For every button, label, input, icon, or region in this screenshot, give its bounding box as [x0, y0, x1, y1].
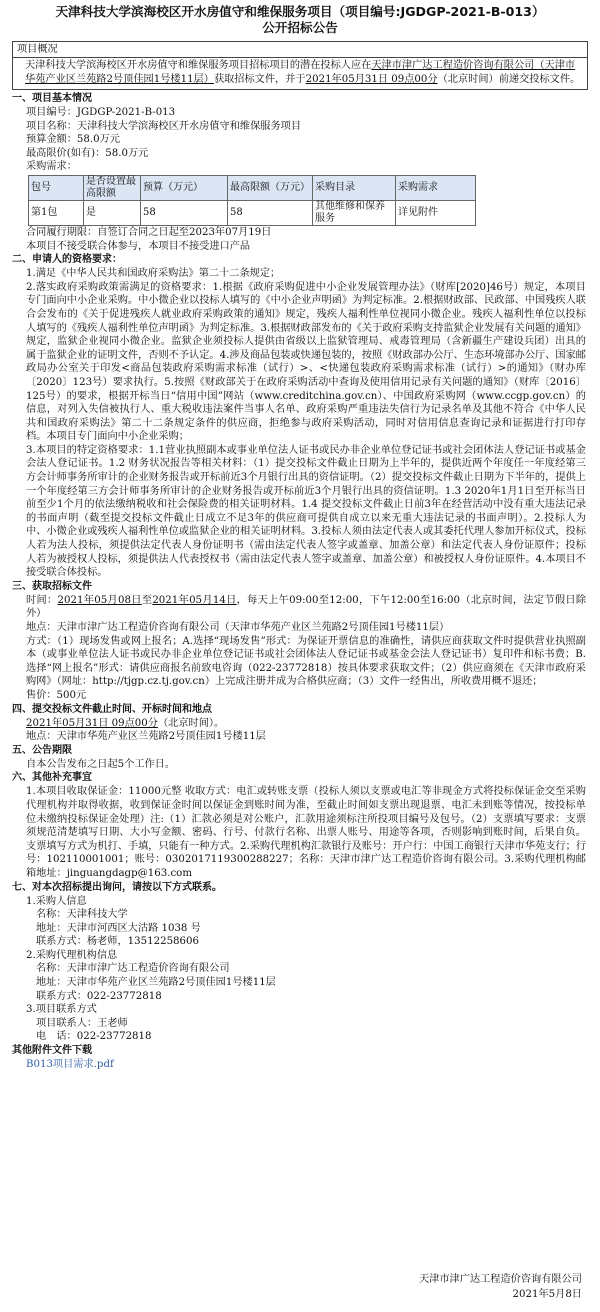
max-price: 最高限价(如有)：58.0万元: [26, 147, 149, 159]
qualification-2: 2.落实政府采购政策需满足的资格要求：1.根据《政府采购促进中小企业发展管理办法》（财库[2020]46号）规定，本项目专门面向中小企业采购。中小微企业以投标人填写的《中小企业声明函》为判定标准。2.根据财政部、民政部、中国残疾人联合会发布的《关于促进残疾人就业政府采购政策的通知》规定，残疾人福利性单位视同小微企业。残疾人福利性单位以投标人填写的《残疾人福利性单位声明函》为判定标准。3.根据财政部发布的《关于政府采购支持监狱企业发展有关问题的通知》规定，监狱企业视同小微企业。监狱企业须投标人提供由省级以上监狱管理局、戒毒管理局（含新疆生产建设兵团）出具的属于监狱企业的证明文件，否则不予认定。4.涉及商品包装或快递包装的，按照《财政部办公厅、生态环境部办公厅、国家邮政局办公室关于印发<商品包装政府采购需求标准（试行）>、<快递包装政府采购需求标准（试行）>的通知》（财办库〔2020〕123号）要求执行。5.按照《财政部关于在政府采购活动中查询及使用信用记录有关问题的通知》（财库〔2016〕125号）的要求，根据开标当日“信用中国”网站（www.creditchina.gov.cn）、中国政府采购网（www.ccgp.gov.cn）的信息，对列入失信被执行人、重大税收违法案件当事人名单、政府采购严重违法失信行为记录名单及其他不符合《中华人民共和国政府采购法》第二十二条规定条件的供应商，拒绝参与政府采购活动，同时对信用信息查询记录和证据进行打印存档。本项目专门面向中小企业采购；: [26, 281, 586, 443]
purchaser-title: 1.采购人信息: [26, 895, 87, 907]
title-line-2: 公开招标公告: [262, 20, 338, 35]
obtain-start-date: 2021年05月08日: [57, 594, 142, 606]
section-1-heading: 一、项目基本情况: [12, 93, 92, 104]
project-contact-title: 3.项目联系方式: [26, 1004, 97, 1016]
requirement-table: [28, 175, 476, 226]
section-4-heading: 四、提交投标文件截止时间、开标时间和地点: [12, 703, 212, 715]
purchaser-contact: 联系方式：杨老师，13512258606: [36, 936, 199, 948]
bid-place: 地点：天津市华苑产业区兰苑路2号顶佳园1号楼11层: [26, 731, 266, 743]
table-header-cell: 采购需求: [396, 175, 476, 200]
consortium-note: 本项目不接受联合体参与，本项目不接受进口产品: [26, 240, 251, 252]
table-cell: 第1包: [29, 200, 84, 225]
qualification-3: 3.本项目的特定资格要求：1.1营业执照副本或事业单位法人证书或民办非企业单位登记证书或社会团体法人登记证书或基金会法人登记证书。1.2 财务状况报告等相关材料：（1）提交投标文件截止日期为上半年的，提供近两个年度任一年度经第三方会计师事务所审计的企业财务报告或开标前近3个月银行出具的资信证明。（2）提交投标文件截止日期为下半年的，提供上一个年度经第三方会计师事务所审计的企业财务报告或开标前近3个月银行出具的资信证明。1.3 2020年1月1日至开标当日前至少1个月的依法缴纳税收和社会保险费的相关证明材料。1.4 提交投标文件截止日前3年在经营活动中没有重大违法记录的书面声明（截至提交投标文件截止日成立不足3年的供应商可提供自成立以来无重大违法记录的书面声明）。2.投标人为中、小微企业或残疾人福利性单位或监狱企业的相关证明材料。3.投标人须由法定代表人或其委托代理人参加开标仪式，投标人若为法人投标，须提供法定代表人身份证明书（需由法定代表人签字或盖章、加盖公章）和法定代表人身份证原件；投标人若为被授权人投标，须提供法人代表授权书（需由法定代表人签字或盖章、加盖公章）和被授权人身份证原件。4.本项目不接受联合体投标。: [26, 444, 586, 579]
budget-amount: 预算金额：58.0万元: [26, 134, 120, 146]
signature-org: 天津市津广达工程造价咨询有限公司: [419, 1274, 582, 1285]
table-cell: 详见附件: [396, 200, 476, 225]
attachment-file-link[interactable]: B013项目需求.pdf: [26, 1059, 114, 1071]
table-header-cell: 最高限额（万元）: [228, 175, 313, 200]
project-contact-person: 项目联系人：王老师: [36, 1017, 128, 1029]
table-header-row: [29, 175, 476, 200]
overview-heading: 项目概况: [13, 42, 587, 58]
section-2-heading: 二、申请人的资格要求：: [12, 254, 122, 266]
table-cell: 58: [228, 200, 313, 225]
obtain-time-label: 时间：: [26, 594, 58, 606]
section-3-heading: 三、获取招标文件: [12, 580, 92, 592]
overview-text-c: （北京时间）前递交投标文件。: [437, 74, 581, 85]
overview-text-a: 天津科技大学滨海校区开水房值守和维保服务项目招标项目的潜在投标人应在: [25, 60, 372, 71]
obtain-method: 方式：（1）现场发售或网上报名；A.选择“现场发售”形式：为保证开票信息的准确性，请供应商获取文件时提供营业执照副本（或事业单位法人证书或民办非企业单位登记证书或社会团体法人登记证书或基金会法人登记证书）复印件和标书费；B.选择“网上报名”形式：请供应商报名前致电咨询（022-23772818）按具体要求获取文件；（2）供应商须在《天津市政府采购网》（网址：http://tjgp.cz.tj.gov.cn）上完成注册并成为合格供应商；（3）文件一经售出，所收费用概不退还；: [26, 635, 586, 688]
section-6-heading: 六、其他补充事宜: [12, 772, 92, 784]
bid-deadline: [26, 717, 586, 731]
table-cell: 58: [141, 200, 228, 225]
obtain-place: 地点：天津市津广达工程造价咨询有限公司（天津市华苑产业区兰苑路2号顶佳园1号楼11层）: [26, 622, 450, 633]
overview-text: [13, 58, 587, 89]
signature-block: [419, 1272, 582, 1302]
attachments-heading: 其他附件文件下载: [12, 1045, 92, 1057]
section-5-heading: 五、公告期限: [12, 744, 72, 756]
section-1-body: [26, 106, 588, 174]
obtain-hours: ，每天上午09:00至12:00，下午12:00至16:00（北京时间，法定节假日除外）: [26, 594, 587, 620]
agency-title: 2.采购代理机构信息: [26, 949, 118, 961]
bid-deadline-suffix: （北京时间）。: [157, 717, 225, 729]
overview-text-b: 获取招标文件，并于: [213, 74, 306, 85]
project-code: 项目编号：JGDGP-2021-B-013: [26, 107, 176, 118]
section-7-heading: 七、对本次招标提出询问，请按以下方式联系。: [12, 881, 222, 893]
agency-contact: 联系方式：022-23772818: [36, 990, 162, 1002]
notice-period: 自本公告发布之日起5个工作日。: [26, 758, 176, 770]
obtain-end-date: 2021年05月14日: [152, 594, 237, 606]
bid-deadline-time: 2021年05月31日 09点00分: [26, 717, 158, 729]
purchaser-address: 地址：天津市河西区大沽路 1038 号: [36, 922, 201, 934]
overview-place: 天津市津广达工程造价咨询有限公司（天津市华苑产业区兰苑路2号顶佳园1号楼11层）: [25, 60, 576, 85]
contract-term: 合同履行期限：自签订合同之日起至2023年07月19日: [26, 226, 272, 238]
agency-address: 地址：天津市华苑产业区兰苑路2号顶佳园1号楼11层: [36, 977, 276, 989]
requirement-label: 采购需求：: [26, 161, 77, 173]
contact-info: [26, 895, 588, 1045]
table-header-cell: 包号: [29, 175, 84, 200]
qualification-1: 1.满足《中华人民共和国政府采购法》第二十二条规定；: [26, 268, 281, 280]
purchaser-name: 名称：天津科技大学: [36, 909, 128, 921]
section-1-footer: [26, 226, 588, 253]
table-cell: 是: [84, 200, 141, 225]
table-row: [29, 200, 476, 225]
agency-name: 名称：天津市津广达工程造价咨询有限公司: [36, 963, 230, 975]
project-contact-phone: 电 话：022-23772818: [36, 1031, 152, 1043]
attachment-list: [26, 1058, 600, 1072]
table-cell: 其他维修和保养服务: [313, 200, 396, 225]
project-name: 项目名称：天津科技大学滨海校区开水房值守和维保服务项目: [26, 120, 302, 132]
supplementary-text: 1.本项目收取保证金：11000元整 收取方式：电汇或转账支票（投标人须以支票或电汇等非现金方式将投标保证金交至采购代理机构并取得收据，收到保证金时间以保证金到账时间为准，至截止时间如支票出现退票、电汇未到账等情况，按投标单位未缴纳投标保证金处理）注:（1）汇款必须是对公账户，汇款用途须标注所投项目编号及包号。（2）支票填写要求：支票须规范清楚填写日期、大小写金额、密码、行号、付款行名称、出票人账号、用途等各项，否则影响到账时间，后果自负。支票填写方式为机打、手填，只能有一种方式。2.采购代理机构汇款银行及账号：开户行：中国工商银行天津市华苑支行；行号：102110001001；账号：0302017119300288227；名称：天津市津广达工程造价咨询有限公司。3.采购代理机构邮箱地址：jinguangdagp@163.com: [26, 786, 586, 879]
project-overview-box: [12, 41, 588, 90]
obtain-time: [26, 594, 586, 621]
table-header-cell: 采购目录: [313, 175, 396, 200]
obtain-price: 售价：500元: [26, 689, 87, 701]
table-header-cell: 预算（万元）: [141, 175, 228, 200]
overview-deadline: 2021年05月31日 09点00分: [305, 74, 438, 85]
obtain-to: 至: [141, 594, 153, 606]
table-header-cell: 是否设置最高限额: [84, 175, 141, 200]
title-line-1: 天津科技大学滨海校区开水房值守和维保服务项目（项目编号:JGDGP-2021-B-013）: [55, 4, 545, 19]
signature-date: 2021年5月8日: [512, 1289, 582, 1300]
page-title: [0, 4, 600, 36]
